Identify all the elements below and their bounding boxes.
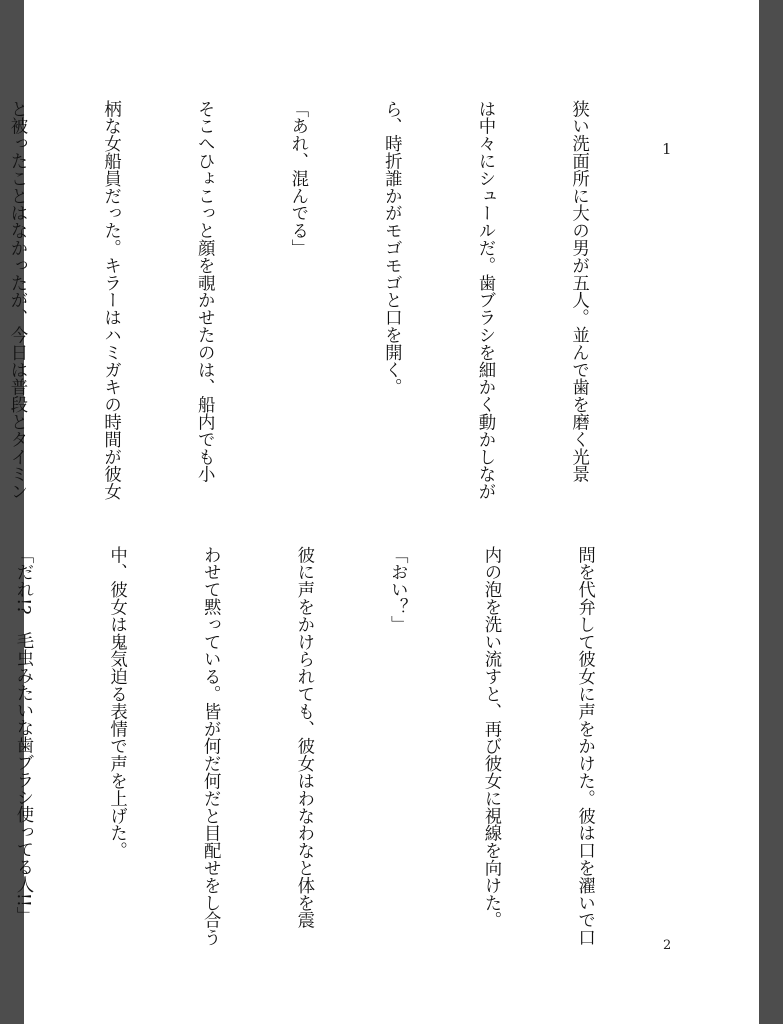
text-line: と被ったことはなかったが、今日は普段とタイミン: [6, 100, 27, 501]
document-page: [6, 0, 759, 1024]
text-line: 狭い洗面所に大の男が五人。並んで歯を磨く光景: [568, 100, 589, 483]
text-line: は中々にシュールだ。歯ブラシを細かく動かしなが: [474, 100, 495, 501]
text-line: 問を代弁して彼女に声をかけた。彼は口を濯いで口: [574, 546, 595, 947]
text-line: 「だれ!? 毛虫みたいな歯ブラシ使ってる人!!」: [12, 546, 33, 925]
page-2-text-column: [0, 546, 662, 947]
text-line: 「あれ、混んでる」: [287, 100, 308, 257]
text-line: そこへひょこっと顔を覗かせたのは、船内でも小: [194, 100, 215, 483]
text-line: 柄な女船員だった。キラーはハミガキの時間が彼女: [100, 100, 121, 501]
text-line: 彼に声をかけられても、彼女はわなわなと体を震: [293, 546, 314, 929]
page-number-1: 1: [662, 140, 672, 158]
page-1-text-column: [0, 100, 656, 501]
text-line: ら、時折誰かがモゴモゴと口を開く。: [381, 100, 402, 396]
text-line: 「おい？」: [387, 546, 408, 633]
text-line: 中、彼女は鬼気迫る表情で声を上げた。: [106, 546, 127, 860]
text-line: わせて黙っている。皆が何だ何だと目配せをし合う: [200, 546, 221, 947]
text-line: 内の泡を洗い流すと、再び彼女に視線を向けた。: [480, 546, 501, 929]
page-number-2: 2: [663, 938, 672, 953]
